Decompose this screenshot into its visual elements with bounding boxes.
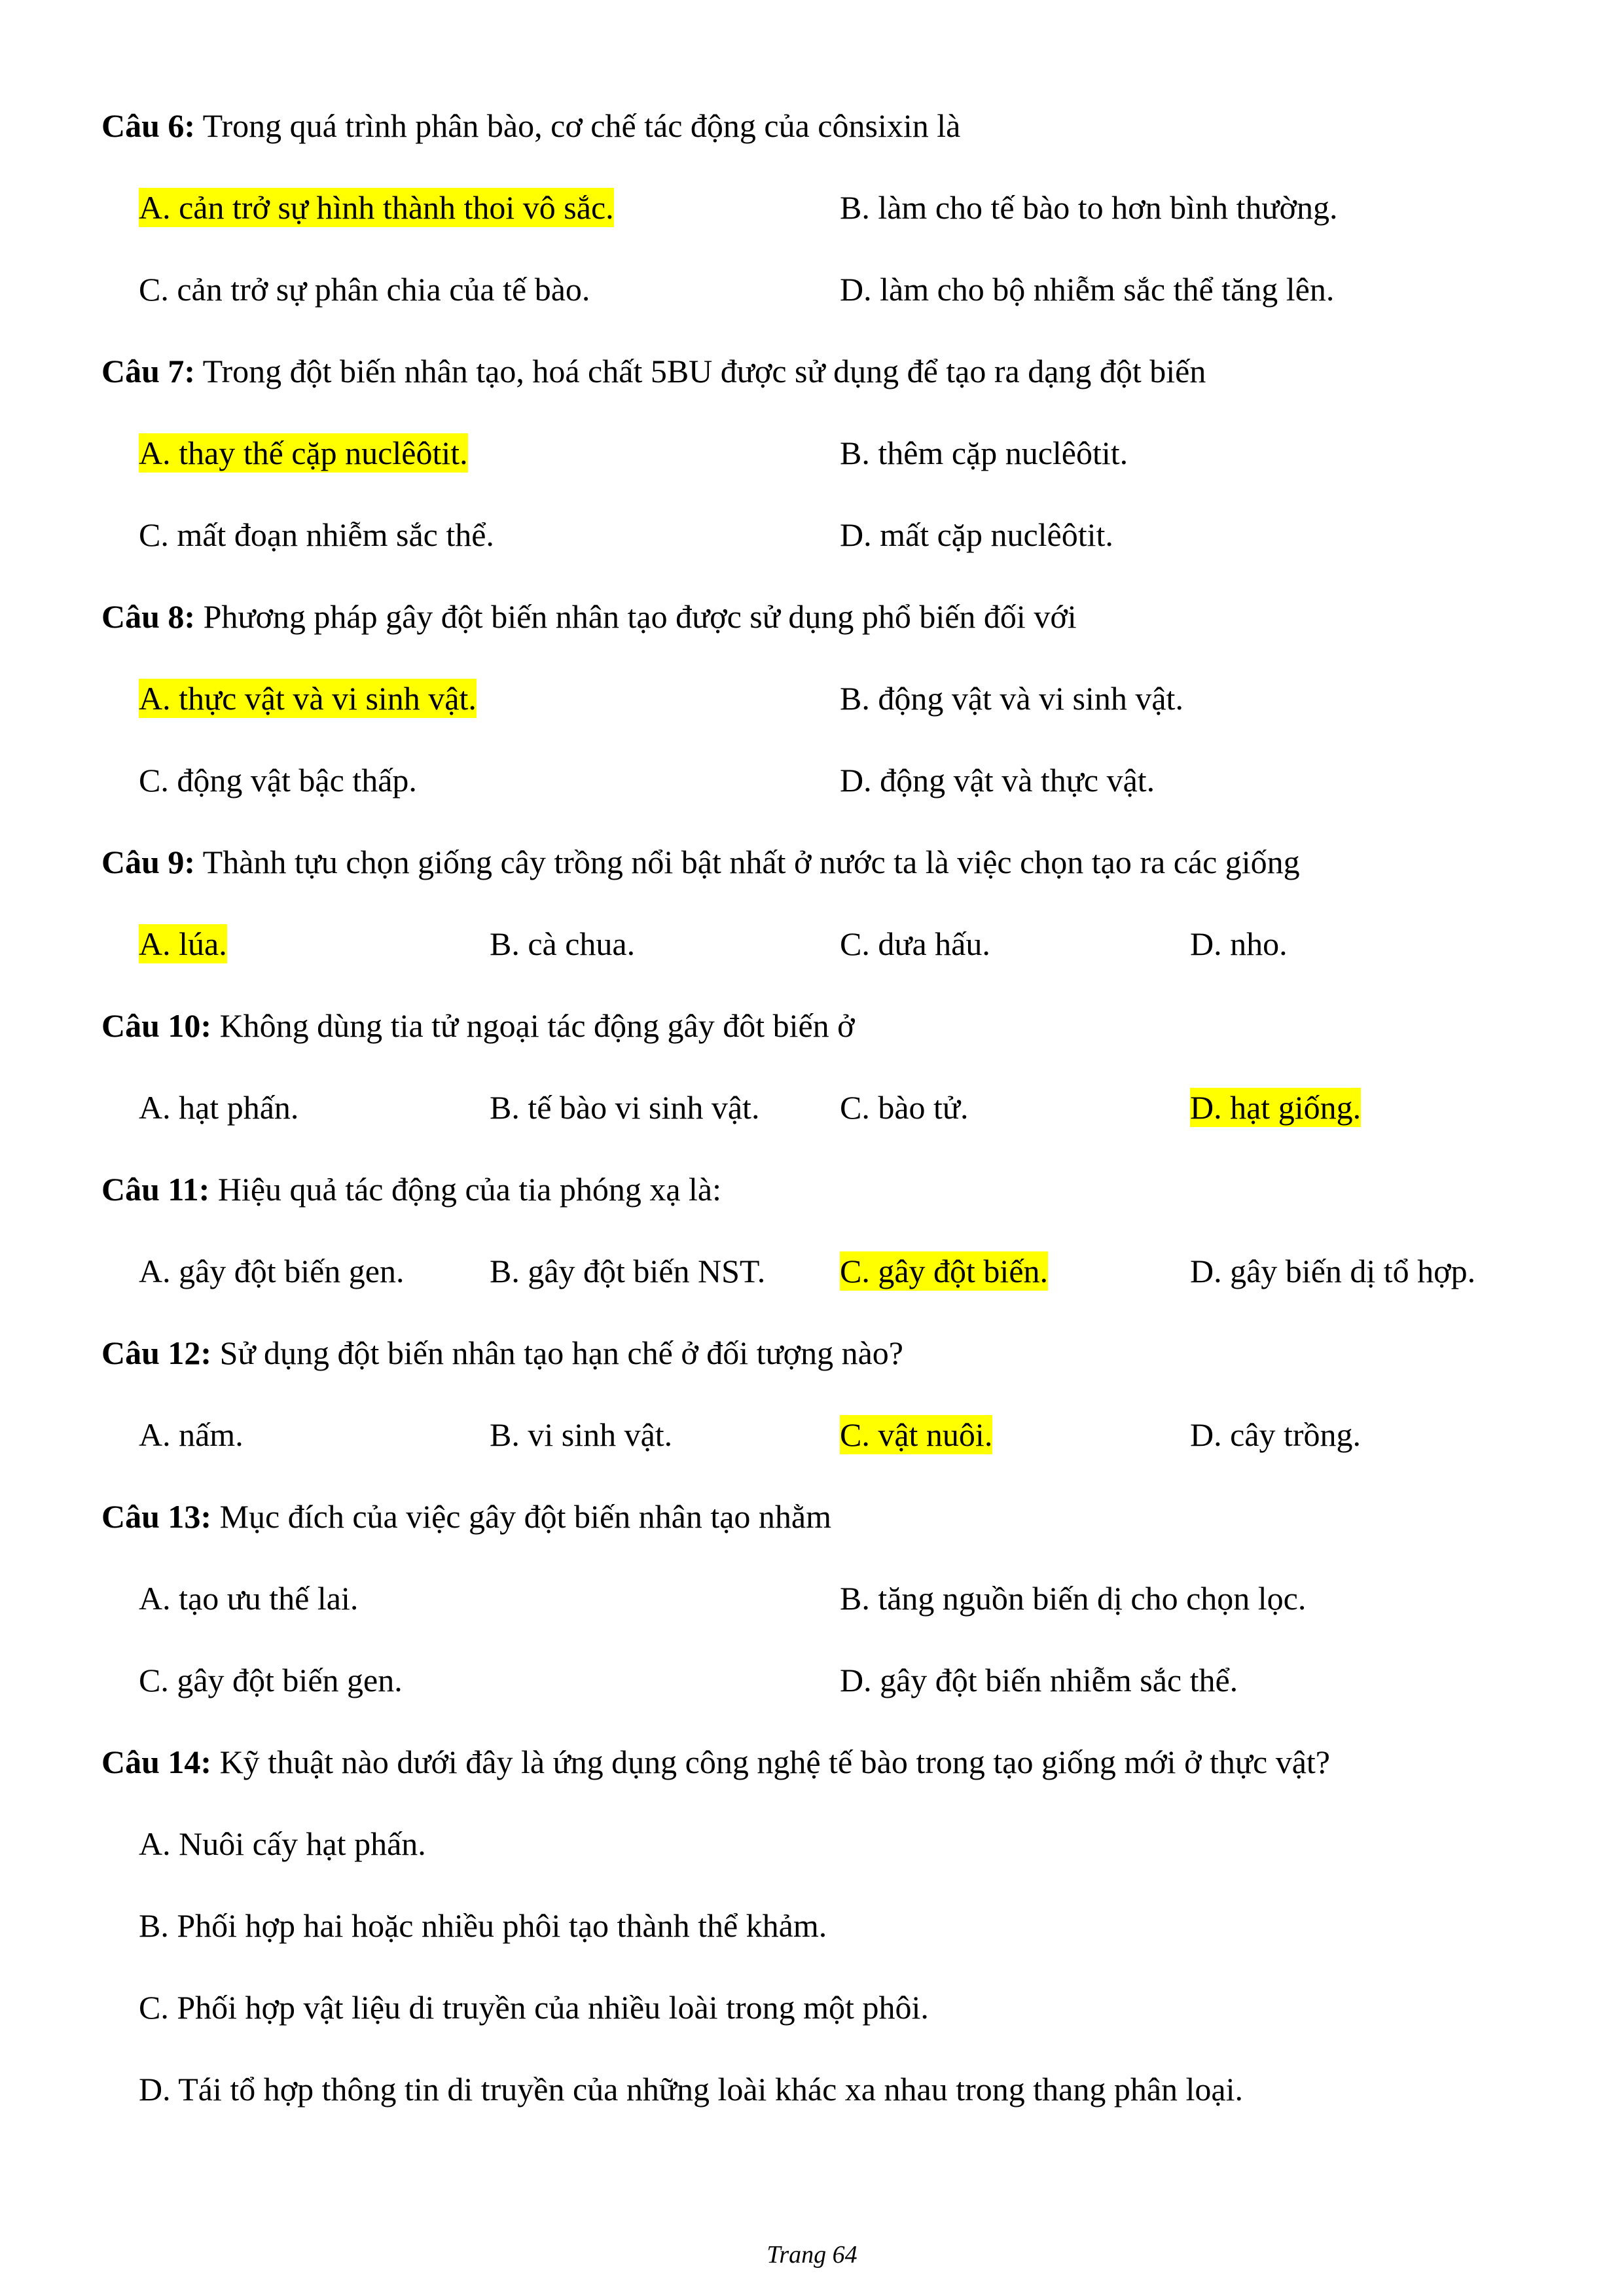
option-c: C. gây đột biến gen. bbox=[139, 1662, 403, 1698]
option-b: B. gây đột biến NST. bbox=[490, 1253, 766, 1289]
option-a: A. gây đột biến gen. bbox=[139, 1253, 405, 1289]
question-11 bbox=[101, 1170, 721, 1209]
question-text: Trong quá trình phân bào, cơ chế tác động của cônsixin là bbox=[195, 107, 961, 144]
option-d: D. gây đột biến nhiễm sắc thể. bbox=[840, 1662, 1238, 1698]
question-label: Câu 10: bbox=[101, 1007, 212, 1044]
question-13 bbox=[101, 1497, 831, 1536]
option-b: B. tăng nguồn biến dị cho chọn lọc. bbox=[840, 1580, 1307, 1617]
question-label: Câu 6: bbox=[101, 107, 196, 144]
question-10 bbox=[101, 1006, 855, 1045]
option-c: C. mất đoạn nhiễm sắc thể. bbox=[139, 516, 494, 553]
question-14 bbox=[101, 1742, 1330, 1782]
question-text: Sử dụng đột biến nhân tạo hạn chế ở đối tượng nào? bbox=[211, 1335, 903, 1371]
option-c: C. động vật bậc thấp. bbox=[139, 762, 417, 798]
question-label: Câu 7: bbox=[101, 353, 196, 389]
option-d: D. làm cho bộ nhiễm sắc thể tăng lên. bbox=[840, 271, 1335, 308]
option-d-answer: D. hạt giống. bbox=[1190, 1089, 1362, 1126]
question-text: Hiệu quả tác động của tia phóng xạ là: bbox=[209, 1171, 722, 1208]
option-d: D. gây biến dị tổ hợp. bbox=[1190, 1253, 1476, 1289]
option-c-answer: C. gây đột biến. bbox=[840, 1253, 1049, 1289]
option-c-answer: C. vật nuôi. bbox=[840, 1416, 993, 1453]
option-d: D. nho. bbox=[1190, 925, 1288, 962]
question-12 bbox=[101, 1333, 903, 1372]
option-a-answer: A. thay thế cặp nuclêôtit. bbox=[139, 435, 468, 471]
question-9 bbox=[101, 842, 1300, 882]
question-text: Mục đích của việc gây đột biến nhân tạo nhằm bbox=[211, 1498, 832, 1535]
option-b: B. thêm cặp nuclêôtit. bbox=[840, 435, 1128, 471]
question-label: Câu 8: bbox=[101, 598, 196, 635]
option-d: D. động vật và thực vật. bbox=[840, 762, 1155, 798]
option-a: A. Nuôi cấy hạt phấn. bbox=[139, 1825, 426, 1862]
option-d: D. mất cặp nuclêôtit. bbox=[840, 516, 1113, 553]
option-b: B. làm cho tế bào to hơn bình thường. bbox=[840, 189, 1338, 226]
question-label: Câu 9: bbox=[101, 844, 196, 880]
page-number: Trang 64 bbox=[767, 2241, 857, 2269]
option-b: B. vi sinh vật. bbox=[490, 1416, 673, 1453]
option-a: A. tạo ưu thế lai. bbox=[139, 1580, 359, 1617]
option-c: C. cản trở sự phân chia của tế bào. bbox=[139, 271, 590, 308]
question-text: Thành tựu chọn giống cây trồng nổi bật nhất ở nước ta là việc chọn tạo ra các giống bbox=[195, 844, 1300, 880]
option-d: D. cây trồng. bbox=[1190, 1416, 1362, 1453]
question-7 bbox=[101, 351, 1206, 391]
question-label: Câu 13: bbox=[101, 1498, 212, 1535]
question-label: Câu 14: bbox=[101, 1744, 212, 1780]
option-b: B. cà chua. bbox=[490, 925, 636, 962]
question-text: Phương pháp gây đột biến nhân tạo được sử dụng phổ biến đối với bbox=[195, 598, 1077, 635]
option-c: C. bào tử. bbox=[840, 1089, 969, 1126]
question-label: Câu 11: bbox=[101, 1171, 210, 1208]
option-a-answer: A. lúa. bbox=[139, 925, 227, 962]
option-a: A. nấm. bbox=[139, 1416, 244, 1453]
option-b: B. động vật và vi sinh vật. bbox=[840, 680, 1183, 717]
option-c: C. Phối hợp vật liệu di truyền của nhiều loài trong một phôi. bbox=[139, 1989, 929, 2026]
question-6 bbox=[101, 106, 960, 145]
question-text: Không dùng tia tử ngoại tác động gây đôt biến ở bbox=[211, 1007, 855, 1044]
option-b: B. Phối hợp hai hoặc nhiều phôi tạo thành thể khảm. bbox=[139, 1907, 827, 1944]
question-text: Trong đột biến nhân tạo, hoá chất 5BU được sử dụng để tạo ra dạng đột biến bbox=[195, 353, 1206, 389]
question-label: Câu 12: bbox=[101, 1335, 212, 1371]
question-text: Kỹ thuật nào dưới đây là ứng dụng công nghệ tế bào trong tạo giống mới ở thực vật? bbox=[211, 1744, 1330, 1780]
option-a: A. hạt phấn. bbox=[139, 1089, 299, 1126]
option-d: D. Tái tổ hợp thông tin di truyền của những loài khác xa nhau trong thang phân loại. bbox=[139, 2071, 1243, 2108]
option-a-answer: A. thực vật và vi sinh vật. bbox=[139, 680, 477, 717]
option-c: C. dưa hấu. bbox=[840, 925, 990, 962]
option-b: B. tế bào vi sinh vật. bbox=[490, 1089, 760, 1126]
option-a-answer: A. cản trở sự hình thành thoi vô sắc. bbox=[139, 189, 614, 226]
question-8 bbox=[101, 597, 1077, 636]
